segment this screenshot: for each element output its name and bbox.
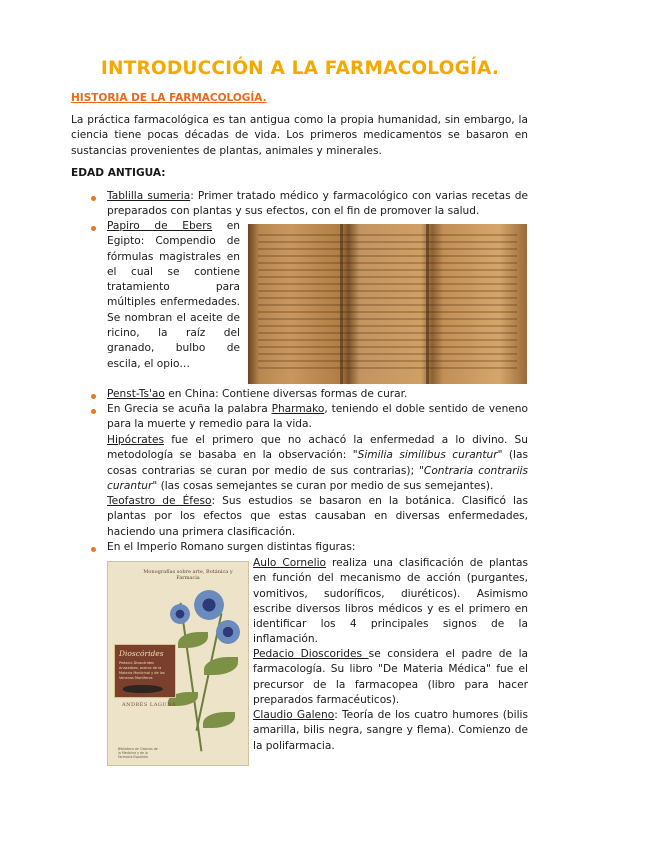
book-subtitle: Pedacio Dioscórides Anazarbeo, acerca de la Materia Medicinal y de los Venenos Mortíferos xyxy=(119,661,165,680)
list-item-ebers xyxy=(107,219,240,372)
intro-paragraph: La práctica farmacológica es tan antigua como la propia humanidad, sin embargo, la ciencia tiene pocas décadas de vida. Los primeros medicamentos se basaron en sustancias provenientes de plantas, animales y minerales. xyxy=(71,114,528,157)
paragraph-teofrasto xyxy=(107,494,528,540)
dioscorides-book-image xyxy=(107,561,249,766)
term-galeno: Claudio Galeno xyxy=(253,709,335,721)
term-aulo: Aulo Cornelio xyxy=(253,557,327,569)
text-china: en China: Contiene diversas formas de curar. xyxy=(164,388,408,400)
paragraph-pedacio xyxy=(253,647,528,708)
bullet-icon xyxy=(91,226,96,231)
papyrus-ebers-image xyxy=(248,224,527,384)
term-hipocrates: Hipócrates xyxy=(107,434,164,446)
text-hipocrates-2: (las cosas contrarias se curan por medio de sus contrarias); xyxy=(107,449,528,477)
quote-similia: "Similia similibus curantur" xyxy=(352,449,503,462)
text-grecia: , teniendo el doble sentido de veneno para la muerte y remedio para la vida. xyxy=(107,403,528,431)
term-china: Penst-Ts'ao xyxy=(107,388,165,400)
quote-contraria: "Contraria contrariis curantur" xyxy=(107,464,528,492)
term-pedacio: Pedacio Dioscorides xyxy=(253,648,369,660)
term-pharmako: Pharmako xyxy=(271,403,325,415)
paragraph-aulo xyxy=(253,556,528,648)
term-teofrasto: Teofastro de Éfeso xyxy=(107,495,212,507)
era-heading: EDAD ANTIGUA: xyxy=(71,167,166,179)
book-header: Monografías sobre arte, Botánica y Farmacia xyxy=(143,569,233,581)
text-hipocrates-3: (las cosas semejantes se curan por medio de sus semejantes). xyxy=(157,479,494,492)
list-item-sumeria xyxy=(107,189,528,220)
paragraph-galeno xyxy=(253,708,528,754)
text-galeno: : Teoría de los cuatro humores (bilis amarilla, bilis negra, sangre y flema). Comienzo de la polifarmacia. xyxy=(253,709,528,752)
text-hipocrates-1: fue el primero que no achacó la enfermedad a lo divino. Su metodología se basaba en la observación: xyxy=(107,434,528,462)
term-ebers: Papiro de Ebers xyxy=(107,220,213,232)
text-grecia-pre: En Grecia se acuña la palabra xyxy=(107,403,272,415)
bullet-icon xyxy=(91,196,96,201)
page-title: INTRODUCCIÓN A LA FARMACOLOGÍA. xyxy=(100,58,500,79)
book-footer: Biblioteca de Clásicos de la Medicina y de la Farmacia Española xyxy=(118,747,158,759)
bullet-icon xyxy=(91,394,96,399)
text-ebers: en Egipto: Compendio de fórmulas magistrales en el cual se contiene tratamiento para múltiples enfermedades. Se nombran el aceite de ricino, la raíz del granado, bulbo de escila, el opio… xyxy=(107,220,240,370)
paragraph-hipocrates xyxy=(107,433,528,494)
term-sumeria: Tablilla sumeria xyxy=(107,190,191,202)
text-pedacio: se considera el padre de la farmacología. Su libro "De Materia Médica" fue el precursor de la farmacopea (libro para hacer preparados farmacéuticos). xyxy=(253,648,528,706)
bullet-icon xyxy=(91,547,96,552)
list-item-roma: En el Imperio Romano surgen distintas figuras: xyxy=(107,541,356,553)
text-sumeria: : Primer tratado médico y farmacológico con varias recetas de preparados con plantas y sus efectos, con el fin de promover la salud. xyxy=(107,190,528,218)
list-item-china xyxy=(107,387,528,402)
book-title: Dioscórides xyxy=(119,649,164,658)
text-aulo: realiza una clasificación de plantas en función del mecanismo de acción (purgantes, vomitivos, sudoríficos, diuréticos). Asimismo escribe diversos libros médicos y es el primero en identificar los 4 principales signos de la inflamación. xyxy=(253,557,528,646)
book-author: ANDRÉS LAGUNA xyxy=(122,702,177,708)
bullet-icon xyxy=(91,409,96,414)
list-item-grecia xyxy=(107,402,528,433)
section-heading: HISTORIA DE LA FARMACOLOGÍA. xyxy=(71,92,267,104)
text-teofrasto: : Sus estudios se basaron en la botánica. Clasificó las plantas por los efectos que estas causaban en diversas enfermedades, haciendo una primera clasificación. xyxy=(107,495,528,538)
fish-illustration xyxy=(123,685,163,693)
